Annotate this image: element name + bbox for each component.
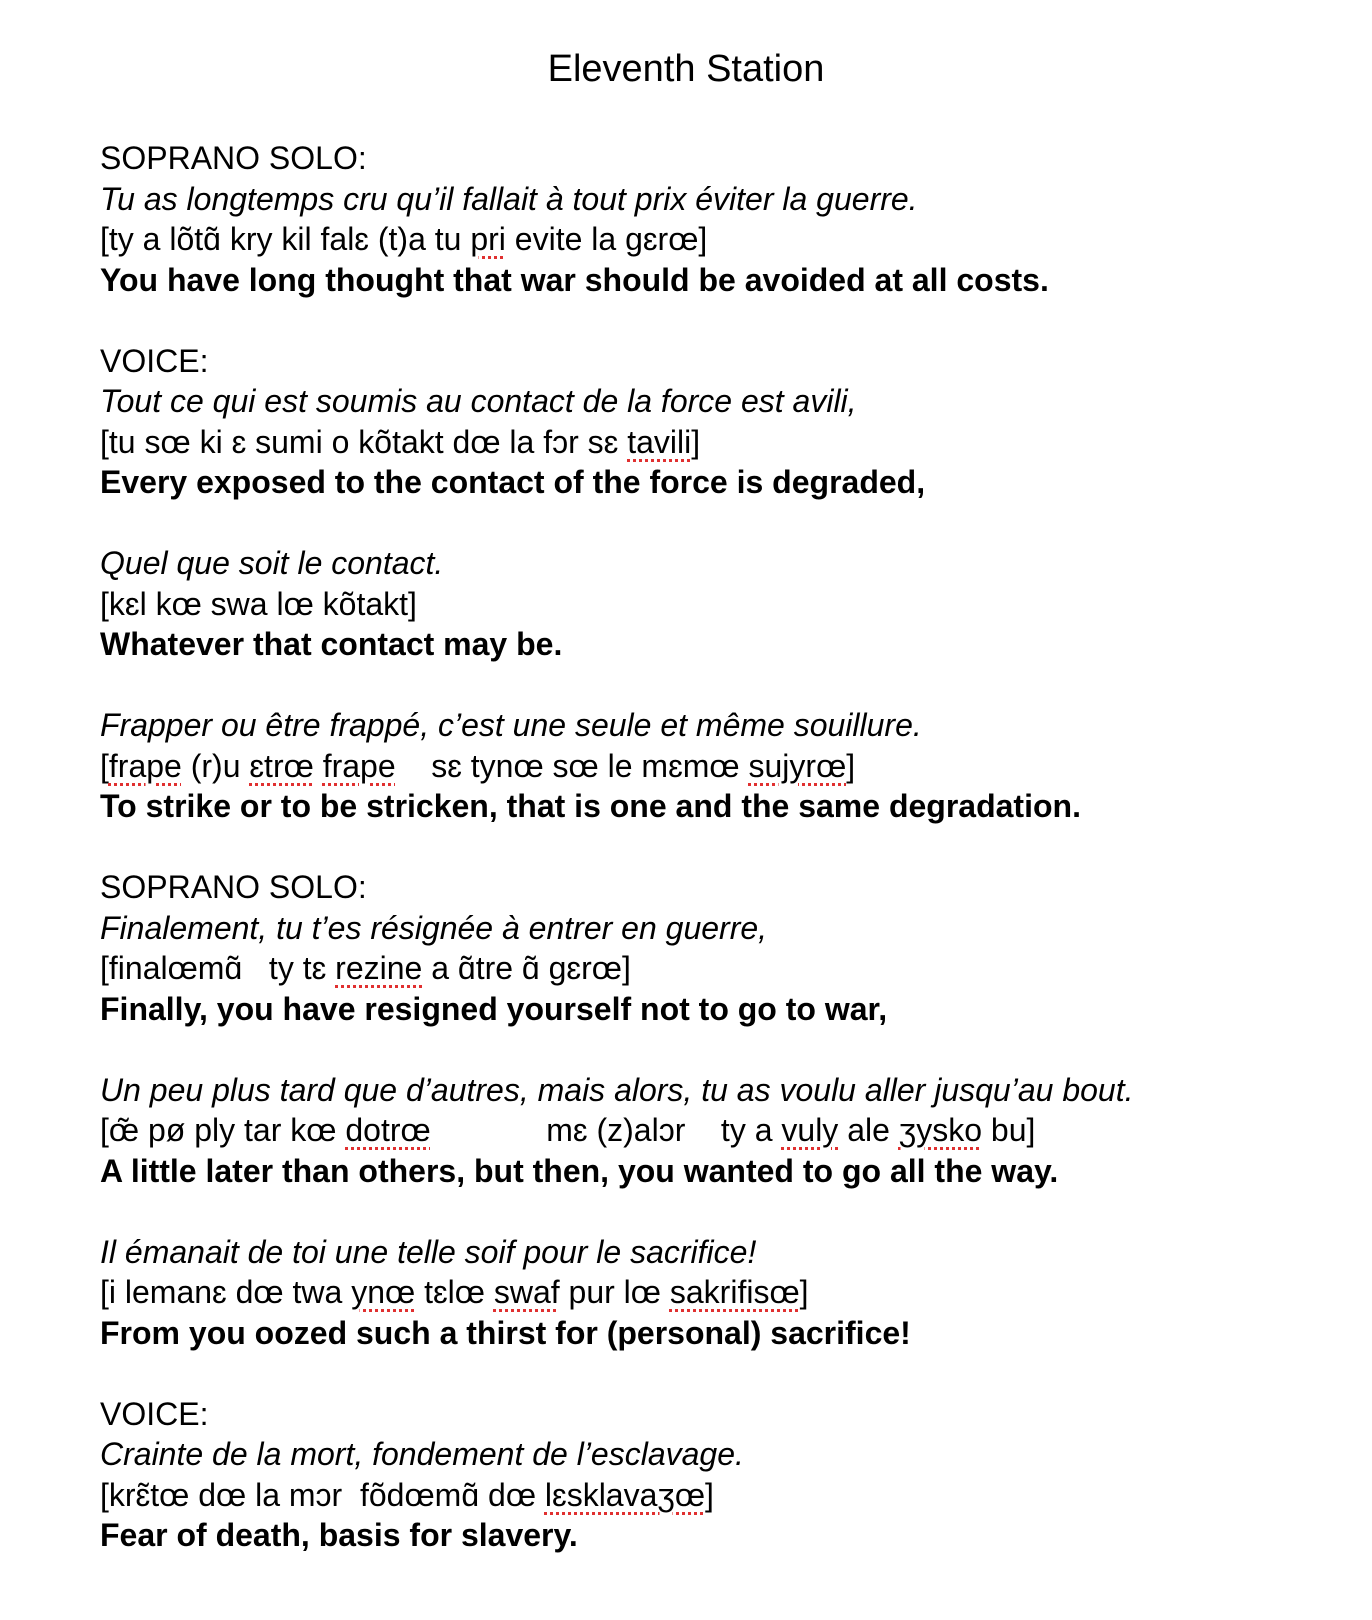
- ipa-segment-flagged: tavili: [627, 423, 692, 460]
- ipa-segment: sɛ tynœ sœ le mɛmœ: [395, 747, 749, 784]
- verse-block: [100, 1232, 1360, 1354]
- ipa-line: [100, 1272, 1360, 1313]
- ipa-segment-flagged: frape: [108, 747, 182, 784]
- ipa-line: [100, 948, 1360, 989]
- verse-block: [100, 867, 1360, 1029]
- ipa-segment-flagged: frape: [322, 747, 396, 784]
- english-translation: A little later than others, but then, you wanted to go all the way.: [100, 1152, 1059, 1189]
- english-translation: Fear of death, basis for slavery.: [100, 1517, 578, 1553]
- french-line: Tu as longtemps cru qu’il fallait à tout prix éviter la guerre.: [100, 180, 918, 217]
- ipa-segment: tɛlœ: [415, 1274, 494, 1310]
- ipa-segment: ]: [846, 747, 856, 784]
- ipa-segment-flagged: rezine: [335, 950, 423, 986]
- page-title: Eleventh Station: [547, 48, 825, 90]
- spacer: [100, 1353, 1360, 1394]
- french-line: Frapper ou être frappé, c’est une seule et même souillure.: [100, 707, 922, 743]
- ipa-segment-flagged: swaf: [493, 1274, 560, 1310]
- english-translation: From you oozed such a thirst for (personal) sacrifice!: [100, 1314, 911, 1351]
- ipa-segment: [ty a lõtɑ̃ kry kil falɛ (t)a tu: [100, 221, 471, 257]
- english-translation: To strike or to be stricken, that is one and the same degradation.: [100, 788, 1081, 824]
- verse-block: [100, 341, 1360, 503]
- english-translation: Whatever that contact may be.: [100, 626, 563, 662]
- spacer: [100, 1029, 1360, 1070]
- french-line: Tout ce qui est soumis au contact de la force est avili,: [100, 383, 857, 419]
- ipa-segment: [œ̃ pø ply tar kœ: [100, 1112, 346, 1148]
- speaker-label: VOICE:: [100, 1395, 209, 1432]
- french-line: Un peu plus tard que d’autres, mais alors, tu as voulu aller jusqu’au bout.: [100, 1071, 1134, 1108]
- french-line: Crainte de la mort, fondement de l’esclavage.: [100, 1436, 744, 1472]
- ipa-line: [kɛl kœ swa lœ kõtakt]: [100, 585, 417, 622]
- verse-block: [100, 543, 1360, 665]
- ipa-line: [100, 422, 1360, 463]
- ipa-segment-flagged: ʒysko: [898, 1112, 983, 1148]
- english-translation: You have long thought that war should be avoided at all costs.: [100, 261, 1049, 298]
- ipa-segment-flagged: sujyrœ: [748, 747, 847, 784]
- ipa-segment: bu]: [982, 1112, 1036, 1148]
- ipa-segment: [i lemanɛ dœ twa: [100, 1274, 352, 1310]
- ipa-segment-flagged: ɛtrœ: [249, 747, 314, 784]
- spacer: [100, 1191, 1360, 1232]
- ipa-segment: [finalœmɑ̃ ty tɛ: [100, 950, 336, 986]
- verse-block: [100, 1394, 1360, 1556]
- libretto-body: [100, 138, 1360, 1556]
- ipa-segment-flagged: ynœ: [351, 1274, 416, 1310]
- speaker-label: VOICE:: [100, 342, 209, 379]
- ipa-segment-flagged: lɛsklavaʒœ: [544, 1476, 706, 1513]
- ipa-segment-flagged: pri: [470, 221, 506, 257]
- ipa-segment: [314, 748, 323, 784]
- ipa-segment-flagged: dotrœ: [345, 1112, 431, 1148]
- ipa-segment: ]: [691, 423, 701, 460]
- speaker-label: SOPRANO SOLO:: [100, 869, 367, 905]
- verse-block: [100, 138, 1360, 300]
- ipa-segment: ]: [799, 1274, 809, 1310]
- french-line: Quel que soit le contact.: [100, 545, 444, 581]
- ipa-segment: [krɛ̃tœ dœ la mɔr fõdœmɑ̃ dœ: [100, 1476, 545, 1513]
- spacer: [100, 503, 1360, 544]
- ipa-segment: evite la gɛrœ]: [505, 221, 708, 257]
- verse-block: [100, 1070, 1360, 1192]
- ipa-segment-flagged: sakrifisœ: [669, 1274, 800, 1310]
- french-line: Il émanait de toi une telle soif pour le sacrifice!: [100, 1233, 757, 1270]
- ipa-line: [100, 1475, 1360, 1516]
- ipa-segment: (r)u: [181, 747, 250, 784]
- ipa-line: [100, 219, 1360, 260]
- verse-block: [100, 705, 1360, 827]
- ipa-segment: ]: [705, 1476, 714, 1513]
- french-line: Finalement, tu t’es résignée à entrer en guerre,: [100, 909, 768, 946]
- ipa-segment: [: [100, 747, 109, 784]
- english-translation: Every exposed to the contact of the force is degraded,: [100, 464, 926, 500]
- ipa-line: [100, 1110, 1360, 1151]
- ipa-segment: a ɑ̃tre ɑ̃ gɛrœ]: [422, 950, 631, 986]
- ipa-segment: pur lœ: [559, 1274, 670, 1310]
- ipa-segment: ale: [838, 1112, 899, 1148]
- ipa-segment: mɛ (z)alɔr ty a: [430, 1112, 782, 1148]
- english-translation: Finally, you have resigned yourself not to go to war,: [100, 990, 888, 1027]
- ipa-segment: [tu sœ ki ɛ sumi o kõtakt dœ la fɔr sɛ: [100, 423, 628, 460]
- ipa-line: [100, 746, 1360, 787]
- ipa-segment-flagged: vuly: [781, 1112, 839, 1148]
- spacer: [100, 827, 1360, 868]
- spacer: [100, 300, 1360, 341]
- spacer: [100, 665, 1360, 706]
- speaker-label: SOPRANO SOLO:: [100, 140, 367, 176]
